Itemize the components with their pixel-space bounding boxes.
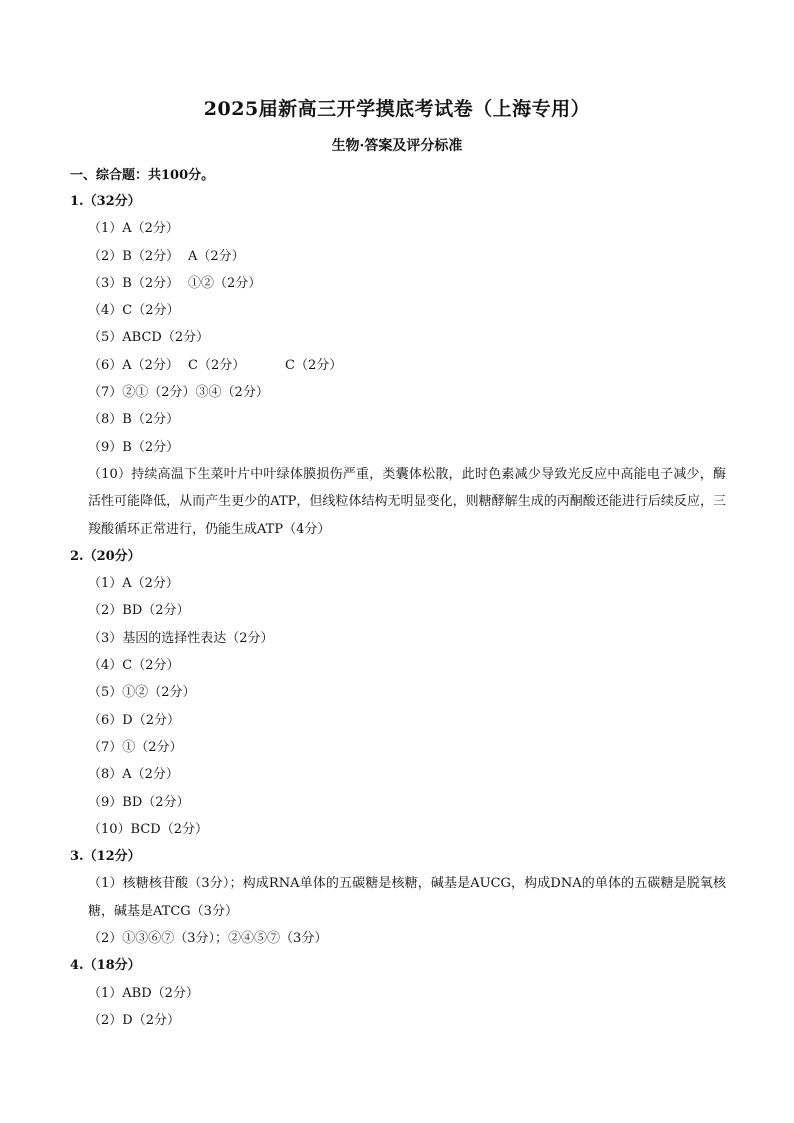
answer-row — [70, 597, 726, 624]
page-subtitle: 生物·答案及评分标准 — [331, 138, 463, 154]
answer-row — [70, 324, 726, 351]
answer-item: （6）A（2分） — [88, 357, 179, 373]
answer-item: （7）②①（2分） — [88, 385, 196, 401]
answer-row — [70, 215, 726, 242]
answer-item: A（2分） — [188, 248, 245, 264]
question-heading: 3.（12分） — [70, 849, 141, 865]
answer-item: （10）BCD（2分） — [88, 821, 208, 837]
answer-item: （7）①（2分） — [88, 739, 183, 755]
answer-row — [70, 980, 726, 1007]
answer-row — [70, 406, 726, 433]
answer-paragraph: （10）持续高温下生菜叶片中叶绿体膜损伤严重，类囊体松散，此时色素减少导致光反应中高能电子减少，酶活性可能降低，从而产生更少的ATP，但线粒体结构无明显变化，则糖酵解生成的丙酮酸还能进行后续反应，三羧酸循环正常进行，仍能生成ATP（4分） — [88, 466, 726, 537]
answer-row — [70, 379, 726, 406]
answer-item: （4）C（2分） — [88, 303, 180, 319]
answer-item: （3）B（2分） — [88, 275, 180, 291]
section-heading: 一、综合题：共100分。 — [70, 168, 215, 183]
question-heading: 1.（32分） — [70, 194, 141, 209]
answer-list — [70, 188, 726, 1034]
answer-row — [70, 243, 726, 270]
answer-row — [70, 707, 726, 734]
answer-row — [70, 434, 726, 461]
answer-item: （5）ABCD（2分） — [88, 330, 210, 346]
answer-item: （2）B（2分） — [88, 248, 180, 264]
answer-row — [70, 925, 726, 952]
answer-row — [70, 297, 726, 324]
answer-item: C（2分） — [285, 357, 343, 373]
answer-row — [70, 352, 726, 379]
answer-item: （5）①②（2分） — [88, 685, 196, 701]
answer-item: （3）基因的选择性表达（2分） — [88, 630, 274, 646]
answer-paragraph: （1）核糖核苷酸（3分）；构成RNA单体的五碳糖是核糖，碱基是AUCG，构成DNA的单体的五碳糖是脱氧核糖，碱基是ATCG（3分） — [88, 876, 726, 919]
answer-item: （9）BD（2分） — [88, 794, 190, 810]
answer-row — [70, 734, 726, 761]
answer-item: C（2分） — [188, 357, 246, 373]
answer-item: （2）BD（2分） — [88, 603, 190, 619]
answer-row — [70, 1007, 726, 1034]
answer-row — [70, 761, 726, 788]
answer-row — [70, 625, 726, 652]
answer-row — [70, 570, 726, 597]
answer-row — [70, 652, 726, 679]
answer-item: （8）A（2分） — [88, 767, 179, 783]
answer-row — [70, 816, 726, 843]
answer-item: （1）A（2分） — [88, 221, 179, 237]
answer-item: ③④（2分） — [195, 385, 269, 401]
answer-row — [70, 679, 726, 706]
answer-item: ①②（2分） — [188, 275, 262, 291]
question-heading: 4.（18分） — [70, 958, 141, 974]
question-heading: 2.（20分） — [70, 548, 141, 564]
answer-row — [70, 270, 726, 297]
answer-item: （4）C（2分） — [88, 658, 180, 674]
answer-item: （6）D（2分） — [88, 712, 180, 728]
answer-item: （8）B（2分） — [88, 412, 180, 428]
answer-item: （9）B（2分） — [88, 439, 180, 455]
answer-item: （2）①③⑥⑦（3分）；②④⑤⑦（3分） — [88, 931, 328, 947]
answer-item: （1）A（2分） — [88, 576, 179, 592]
answer-row — [70, 789, 726, 816]
answer-item: （2）D（2分） — [88, 1012, 180, 1028]
answer-item: （1）ABD（2分） — [88, 985, 199, 1001]
page-title: 2025届新高三开学摸底考试卷（上海专用） — [203, 98, 591, 120]
